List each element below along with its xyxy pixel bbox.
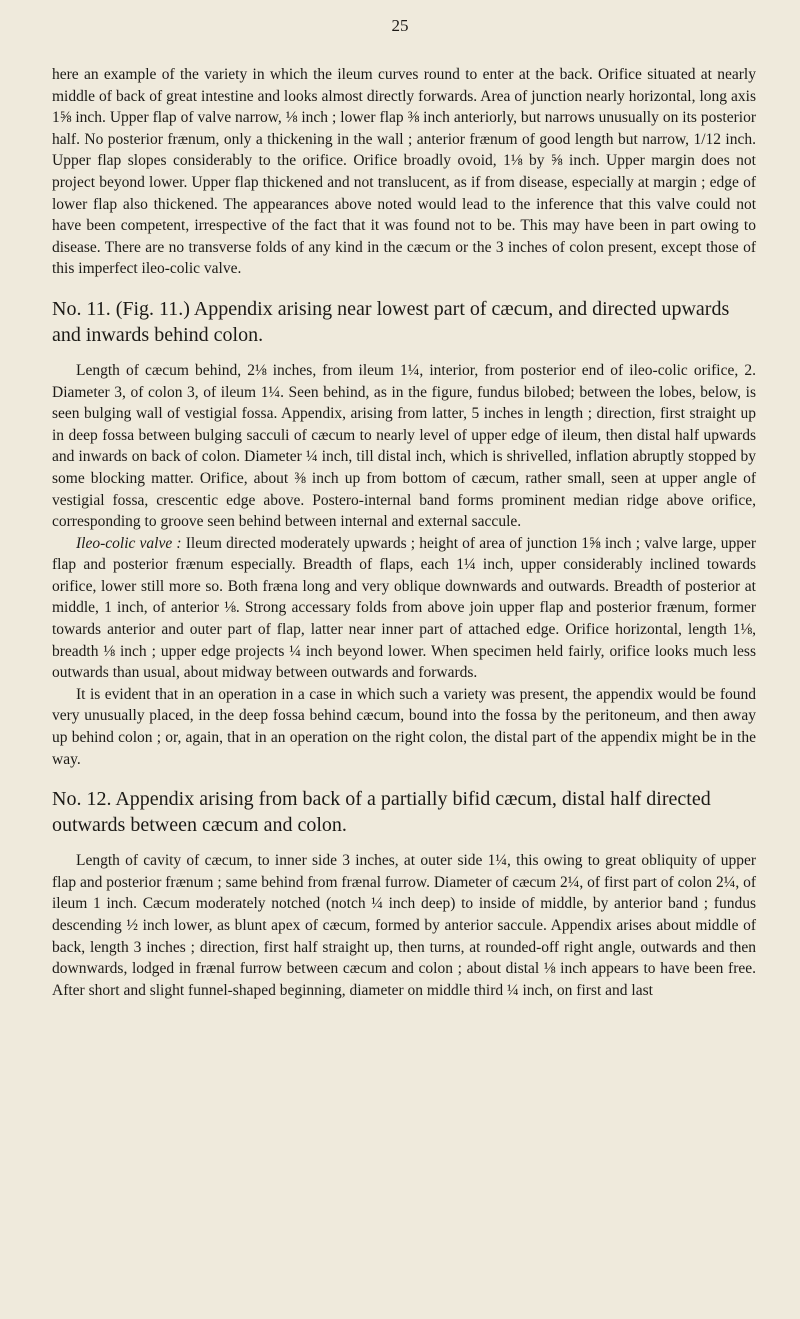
- section-11-paragraph-1: Length of cæcum behind, 2⅛ inches, from ileum 1¼, interior, from posterior end of ileo-colic orifice, 2. Diameter 3, of colon 3, of ileum 1¼. Seen behind, as in the figure, fundus bilobed; between the lobes, below, is seen bulging wall of vestigial fossa. Appendix, arising from latter, 5 inches in length ; direction, first straight up in deep fossa between bulging sacculi of cæcum to nearly level of upper edge of ileum, then distal half upwards and inwards on back of colon. Diameter ¼ inch, till distal inch, which is shrivelled, inflation abruptly stopped by some blocking matter. Orifice, about ⅜ inch up from bottom of cæcum, rather small, seen at upper angle of vestigial fossa, crescentic edge above. Postero-internal band forms prominent median ridge above orifice, corresponding to groove seen behind between internal and external saccule.: [52, 361, 756, 531]
- section-12-heading: No. 12. Appendix arising from back of a partially bifid cæcum, distal half directed outwards between cæcum and colon.: [52, 788, 711, 837]
- page-number: 25: [391, 16, 409, 35]
- page-content: [52, 64, 756, 1001]
- intro-paragraph: here an example of the variety in which the ileum curves round to enter at the back. Orifice situated at nearly middle of back of great intestine and looks almost directly forwards. Area of junction nearly horizontal, long axis 1⅝ inch. Upper flap of valve narrow, ⅛ inch ; lower flap ⅜ inch anteriorly, but narrows unusually on its posterior half. No posterior frænum, only a thickening in the wall ; anterior frænum of good length but narrow, 1/12 inch. Upper flap slopes considerably to the orifice. Orifice broadly ovoid, 1⅛ by ⅝ inch. Upper margin does not project beyond lower. Upper flap thickened and not translucent, as if from disease, especially at margin ; edge of lower flap also thickened. The appearances above noted would lead to the inference that this valve could not have been competent, irrespective of the fact that it was found not to be. This may have been in part owing to disease. There are no transverse folds of any kind in the cæcum or the 3 inches of colon present, except those of this imperfect ileo-colic valve.: [52, 66, 756, 278]
- section-11-paragraph-2: [52, 533, 756, 684]
- section-11-heading: No. 11. (Fig. 11.) Appendix arising near lowest part of cæcum, and directed upwards and inwards behind colon.: [52, 297, 730, 346]
- section-11-paragraph-3: It is evident that in an operation in a case in which such a variety was present, the appendix would be found very unusually placed, in the deep fossa behind cæcum, bound into the fossa by the peritoneum, and then away up behind colon ; or, again, that in an operation on the right colon, the distal part of the appendix might be in the way.: [52, 685, 756, 768]
- ileo-colic-valve-lead: Ileo-colic valve :: [76, 534, 182, 552]
- section-12-paragraph-1: Length of cavity of cæcum, to inner side 3 inches, at outer side 1¼, this owing to great obliquity of upper flap and posterior frænum ; same behind from frænal furrow. Diameter of cæcum 2¼, of first part of colon 2¼, of ileum 1 inch. Cæcum moderately notched (notch ¼ inch deep) to inside of middle, by anterior band ; fundus descending ½ inch lower, as blunt apex of cæcum, formed by anterior saccule. Appendix arises about middle of back, length 3 inches ; direction, first half straight up, then turns, at rounded-off right angle, outwards and then downwards, lodged in frænal furrow between cæcum and colon ; about distal ⅛ inch appears to have been free. After short and slight funnel-shaped beginning, diameter on middle third ¼ inch, on first and last: [52, 852, 756, 999]
- ileo-colic-valve-text: Ileum directed moderately upwards ; height of area of junction 1⅝ inch ; valve large, upper flap and posterior frænum especially. Breadth of flaps, each 1¼ inch, upper considerably inclined towards orifice, lower still more so. Both fræna long and very oblique downwards and outwards. Breadth of posterior at middle, 1 inch, of anterior ⅛. Strong accessary folds from above join upper flap and posterior frænum, former towards anterior and outer part of flap, latter near inner part of attached edge. Orifice horizontal, length 1⅛, breadth ⅛ inch ; upper edge projects ¼ inch beyond lower. When specimen held fairly, orifice looks much less outwards than usual, about midway between outwards and forwards.: [52, 534, 756, 682]
